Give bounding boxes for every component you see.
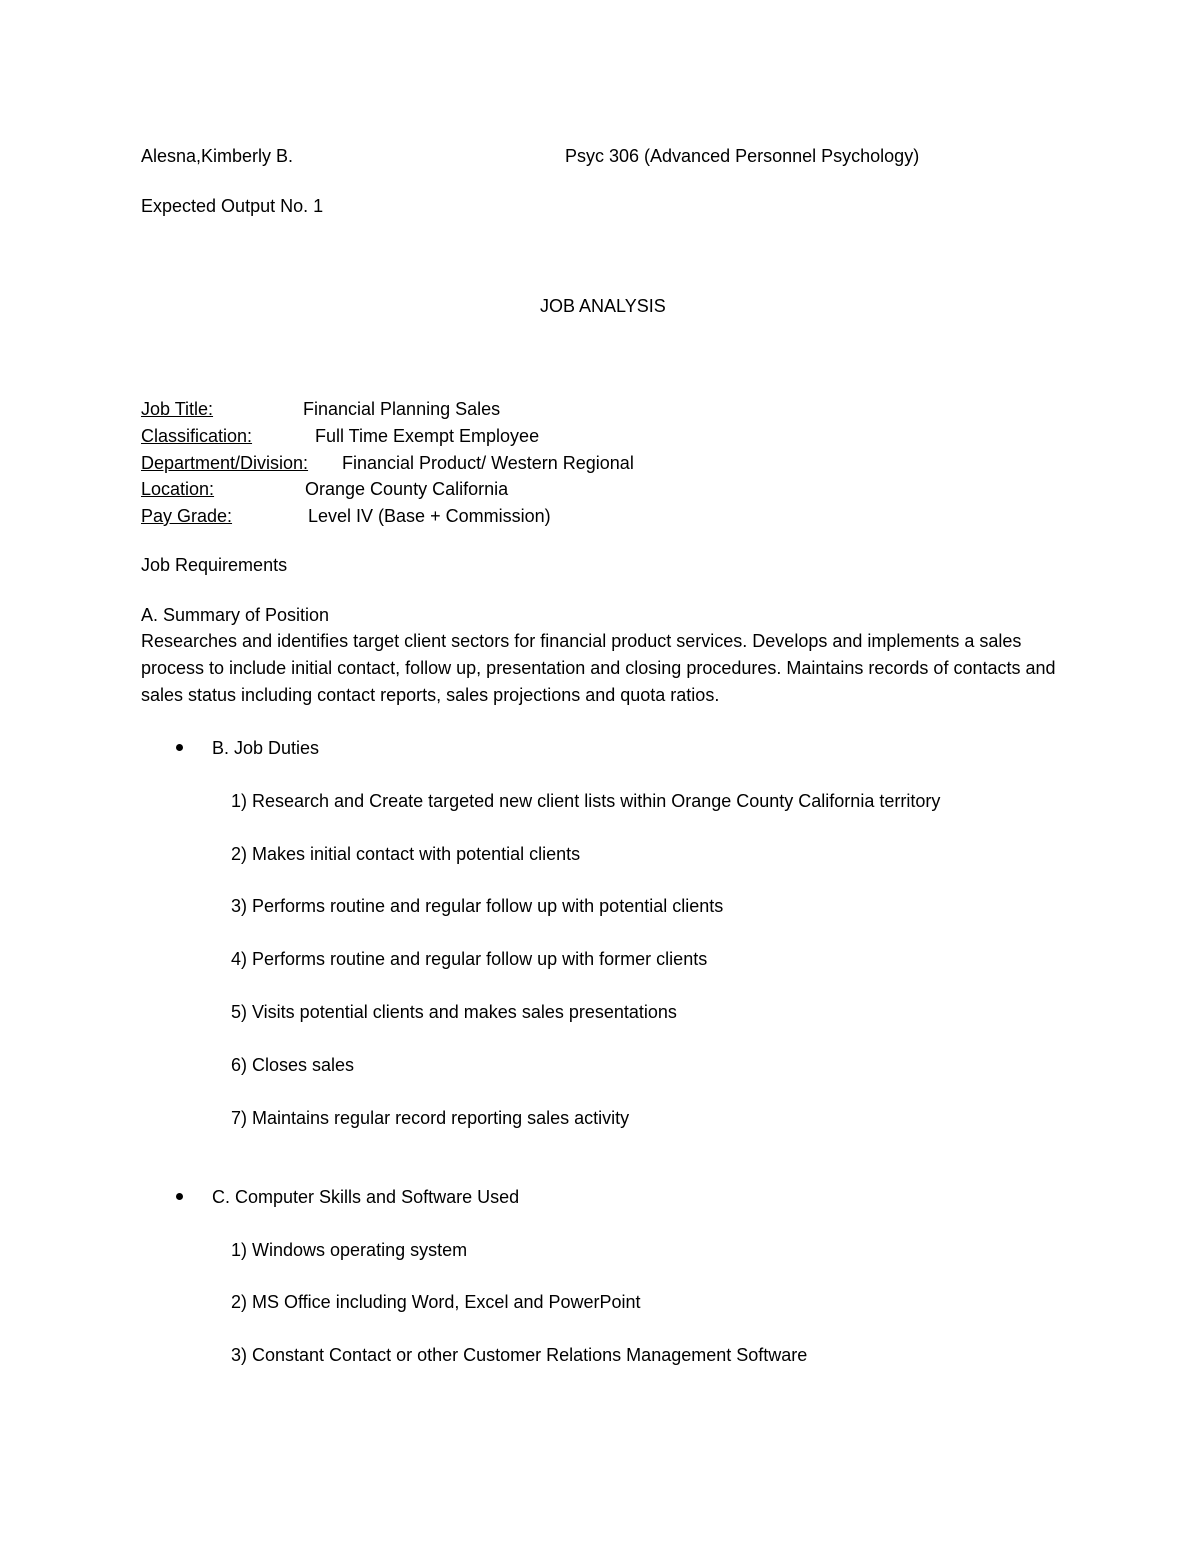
classification-label: Classification: xyxy=(141,426,253,446)
duty-item: 5) Visits potential clients and makes sales presentations xyxy=(231,1002,677,1022)
department-value: Financial Product/ Western Regional xyxy=(342,453,634,473)
skill-item: 2) MS Office including Word, Excel and PowerPoint xyxy=(231,1292,641,1312)
job-title-value: Financial Planning Sales xyxy=(303,399,501,419)
duty-item: 4) Performs routine and regular follow up with former clients xyxy=(231,949,708,969)
department-label: Department/Division: xyxy=(141,453,309,473)
duty-item: 3) Performs routine and regular follow up with potential clients xyxy=(231,896,724,916)
location-value: Orange County California xyxy=(305,479,509,499)
duty-item: 6) Closes sales xyxy=(231,1055,355,1075)
location-label: Location: xyxy=(141,479,215,499)
bullet-icon xyxy=(176,1193,183,1200)
page-title: JOB ANALYSIS xyxy=(540,296,666,316)
pay-grade-label: Pay Grade: xyxy=(141,506,233,526)
skill-item: 1) Windows operating system xyxy=(231,1240,468,1260)
classification-value: Full Time Exempt Employee xyxy=(315,426,540,446)
summary-heading: A. Summary of Position xyxy=(141,605,330,625)
summary-text: Researches and identifies target client sectors for financial product services. Develops and implements a sales process to include initial contact, follow up, presentation and closing procedures. Maintains records of contacts and sales status including contact reports, sales projections and quota ratios. xyxy=(141,631,1056,705)
duty-item: 7) Maintains regular record reporting sales activity xyxy=(231,1108,630,1128)
requirements-heading: Job Requirements xyxy=(141,555,288,575)
skill-item: 3) Constant Contact or other Customer Relations Management Software xyxy=(231,1345,808,1365)
duty-item: 1) Research and Create targeted new client lists within Orange County California territory xyxy=(231,791,941,811)
pay-grade-value: Level IV (Base + Commission) xyxy=(308,506,551,526)
expected-output: Expected Output No. 1 xyxy=(141,196,324,216)
job-title-label: Job Title: xyxy=(141,399,214,419)
duty-item: 2) Makes initial contact with potential clients xyxy=(231,844,581,864)
bullet-icon xyxy=(176,744,183,751)
author-name: Alesna,Kimberly B. xyxy=(141,146,294,166)
duties-heading: B. Job Duties xyxy=(212,738,320,758)
course-name: Psyc 306 (Advanced Personnel Psychology) xyxy=(565,146,920,166)
skills-heading: C. Computer Skills and Software Used xyxy=(212,1187,520,1207)
